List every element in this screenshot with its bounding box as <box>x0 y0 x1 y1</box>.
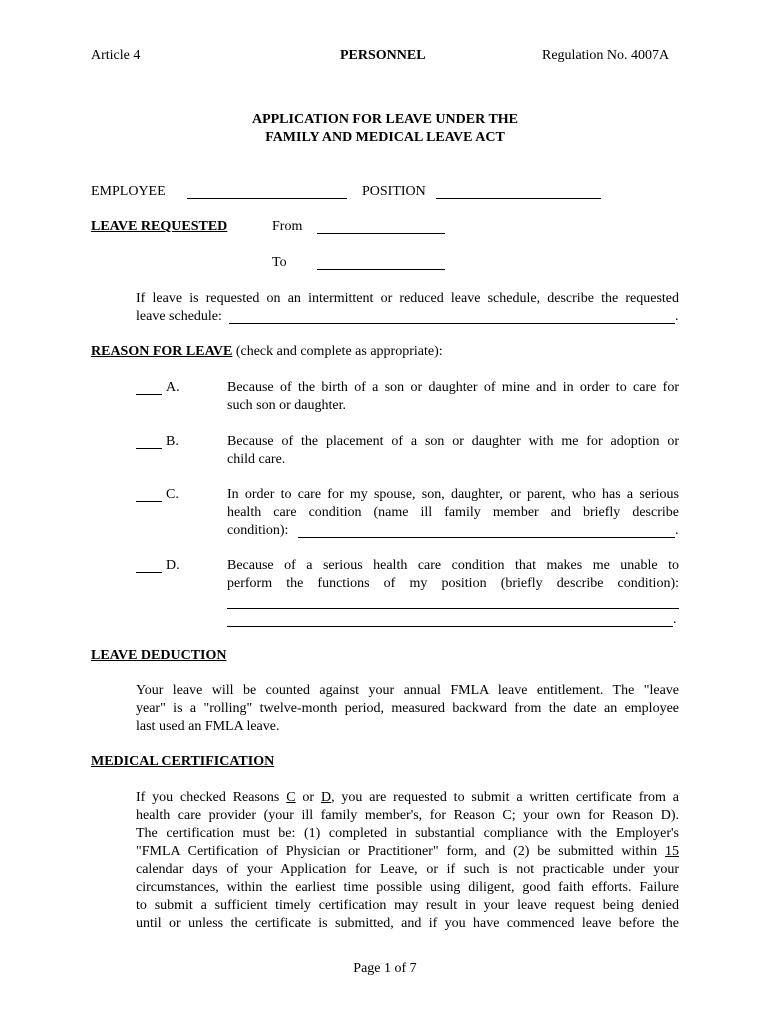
reason-c-condition-field[interactable] <box>298 537 675 538</box>
leave-schedule-period: . <box>675 309 679 324</box>
medical-line-4-a: "FMLA Certification of Physician or Practitioner" form, and (2) be submitted within <box>136 844 665 859</box>
from-label: From <box>272 219 303 234</box>
title-line-2: FAMILY AND MEDICAL LEAVE ACT <box>265 130 505 145</box>
reason-a-letter: A. <box>166 380 180 395</box>
medical-line-4 <box>136 844 679 860</box>
reason-c-letter: C. <box>166 487 179 502</box>
leave-schedule-field[interactable] <box>229 323 675 324</box>
leave-deduction-heading: LEAVE DEDUCTION <box>91 648 227 663</box>
reason-instruction: (check and complete as appropriate): <box>232 344 443 359</box>
medical-line-5: calendar days of your Application for Leave, or if such is not practicable under your <box>136 862 679 877</box>
reason-d-condition-field-2[interactable] <box>227 626 673 627</box>
medical-line-8: until or unless the certificate is submitted, and if you have commenced leave before the <box>136 916 679 931</box>
position-label: POSITION <box>362 184 426 199</box>
leave-requested-heading: LEAVE REQUESTED <box>91 219 228 234</box>
leave-deduction-line-1: Your leave will be counted against your annual FMLA leave entitlement. The "leave <box>136 683 679 698</box>
reason-a-line-2: such son or daughter. <box>227 398 346 413</box>
reason-heading-row <box>91 344 443 360</box>
header-regulation: Regulation No. 4007A <box>542 48 670 63</box>
leave-deduction-line-2: year" is a "rolling" twelve-month period, measured backward from the date an employee <box>136 701 679 716</box>
reason-a-line-1: Because of the birth of a son or daughter of mine and in order to care for <box>227 380 679 395</box>
submission-days: 15 <box>665 844 679 859</box>
position-field[interactable] <box>436 198 601 199</box>
employee-label: EMPLOYEE <box>91 184 166 199</box>
reason-c-checkbox[interactable] <box>136 501 162 502</box>
reason-c-line-2: health care condition (name ill family member and briefly describe <box>227 505 679 520</box>
medical-certification-heading: MEDICAL CERTIFICATION <box>91 754 275 769</box>
to-date-field[interactable] <box>317 269 445 270</box>
intermittent-line-1: If leave is requested on an intermittent or reduced leave schedule, describe the requested <box>136 291 679 306</box>
reason-c-line-3: condition): <box>227 523 289 538</box>
medical-line-2: health care provider (your ill family member's, for Reason C; your own for Reason D). <box>136 808 679 823</box>
reason-d-checkbox[interactable] <box>136 572 162 573</box>
employee-field[interactable] <box>187 198 347 199</box>
medical-line-1 <box>136 790 679 806</box>
medical-line-1-b: or <box>295 790 321 805</box>
reason-b-line-1: Because of the placement of a son or daughter with me for adoption or <box>227 434 679 449</box>
from-date-field[interactable] <box>317 233 445 234</box>
medical-line-1-c: , you are requested to submit a written certificate from a <box>331 790 679 805</box>
reason-d-condition-field-1[interactable] <box>227 608 679 609</box>
reason-b-line-2: child care. <box>227 452 286 467</box>
header-section: PERSONNEL <box>340 48 426 63</box>
reason-b-letter: B. <box>166 434 179 449</box>
reason-b-checkbox[interactable] <box>136 448 162 449</box>
reason-d-letter: D. <box>166 558 180 573</box>
header-article: Article 4 <box>91 48 141 63</box>
medical-line-6: circumstances, within the earliest time possible using diligent, good faith efforts. Failure <box>136 880 679 895</box>
medical-line-7: to submit a sufficient timely certification may result in your leave request being denied <box>136 898 679 913</box>
reason-d-line-1: Because of a serious health care condition that makes me unable to <box>227 558 679 573</box>
reason-c-line-1: In order to care for my spouse, son, daughter, or parent, who has a serious <box>227 487 679 502</box>
title-line-1: APPLICATION FOR LEAVE UNDER THE <box>251 112 519 127</box>
medical-line-3: The certification must be: (1) completed in substantial compliance with the Employer's <box>136 826 679 841</box>
reason-d-period: . <box>673 612 677 627</box>
reason-heading: REASON FOR LEAVE <box>91 344 233 359</box>
medical-line-1-a: If you checked Reasons <box>136 790 287 805</box>
page-number: Page 1 of 7 <box>353 961 417 976</box>
leave-schedule-label: leave schedule: <box>136 309 222 324</box>
reason-c-reference: C <box>286 790 296 805</box>
leave-deduction-line-3: last used an FMLA leave. <box>136 719 280 734</box>
reason-a-checkbox[interactable] <box>136 394 162 395</box>
reason-d-reference: D <box>320 790 332 805</box>
to-label: To <box>272 255 287 270</box>
reason-d-line-2: perform the functions of my position (briefly describe condition): <box>227 576 679 591</box>
reason-c-period: . <box>675 523 679 538</box>
